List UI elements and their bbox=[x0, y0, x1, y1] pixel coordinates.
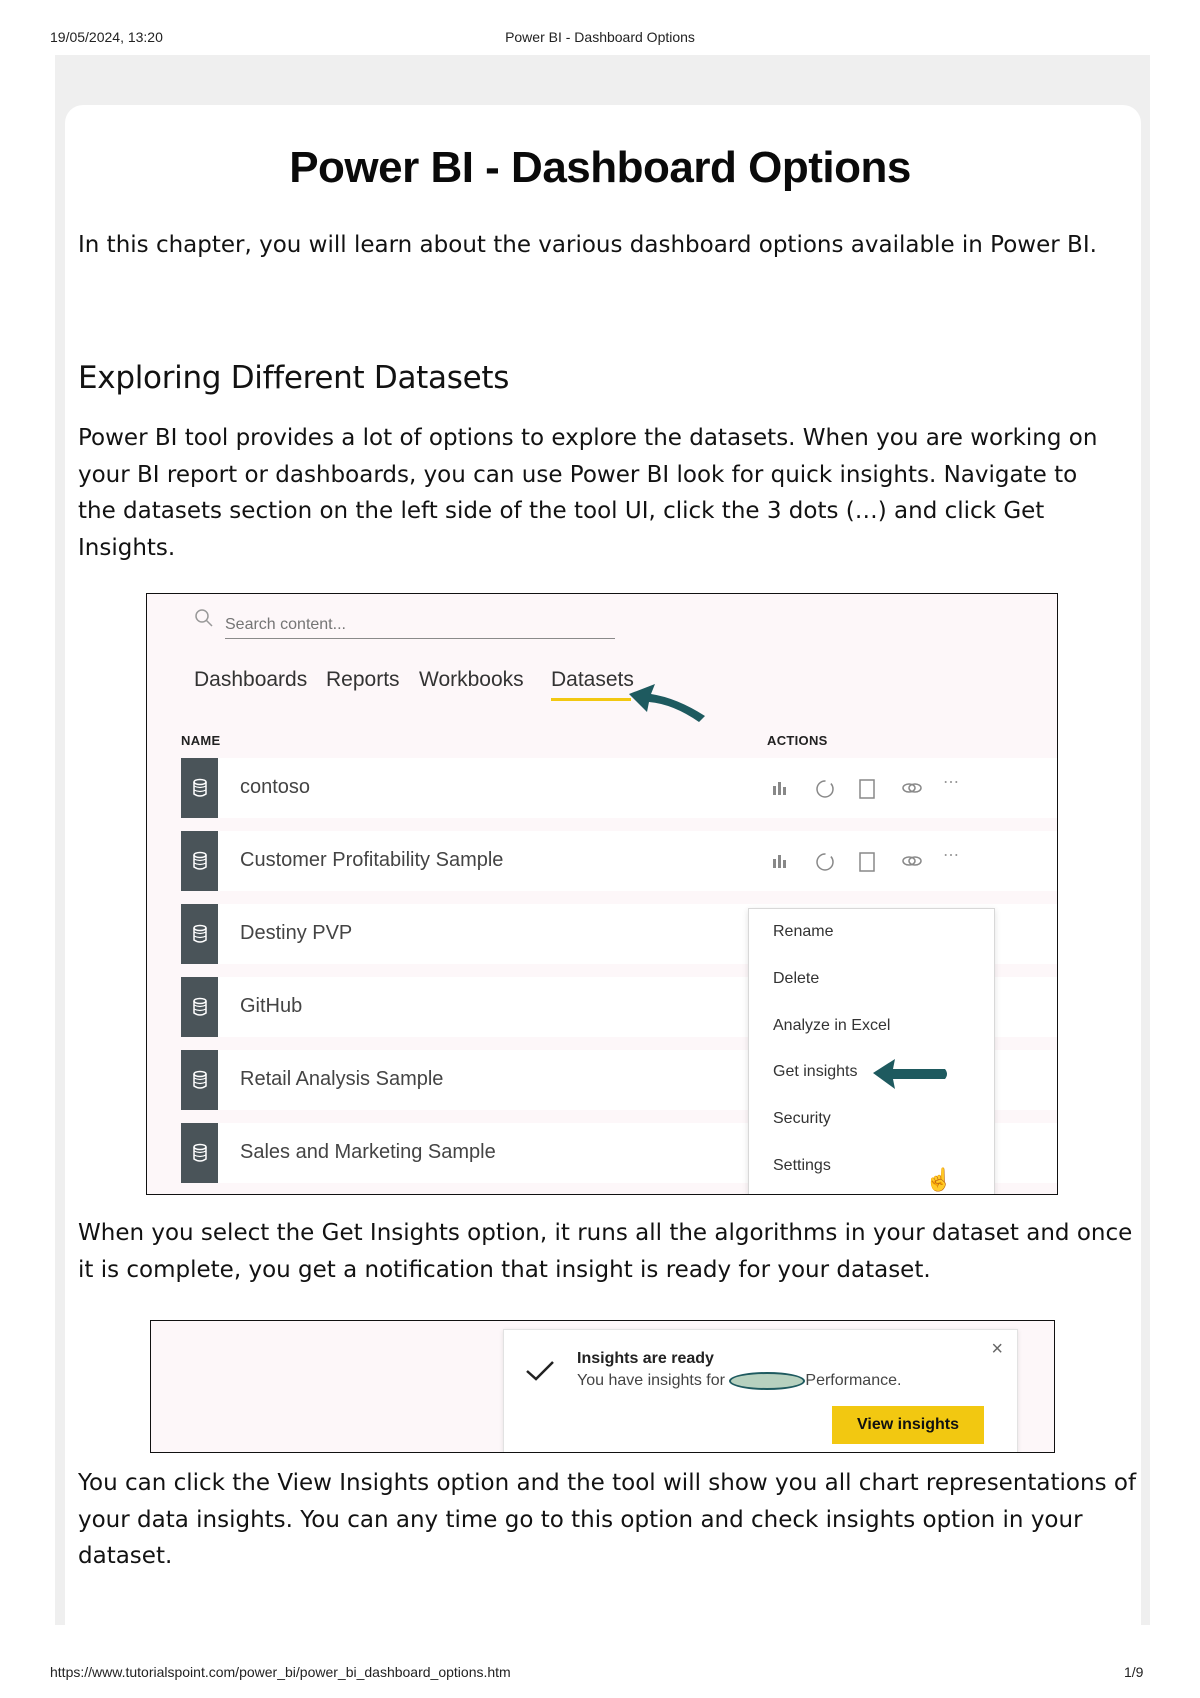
link-icon[interactable] bbox=[901, 778, 923, 803]
intro-paragraph: In this chapter, you will learn about the various dashboard options available in Power BI. bbox=[78, 232, 1097, 258]
link-icon[interactable] bbox=[901, 851, 923, 876]
database-icon bbox=[181, 904, 218, 964]
paragraph-view-insights: You can click the View Insights option and the tool will show you all chart representations of your data insights. You can any time go to this option and check insights option in your dataset. bbox=[78, 1470, 1137, 1569]
paragraph-explore: Power BI tool provides a lot of options to explore the datasets. When you are working on your BI report or dashboards, you can use Power BI look for quick insights. Navigate to the datasets section on the left side of the tool UI, click the 3 dots (…) and click Get Insights. bbox=[78, 425, 1098, 561]
database-icon bbox=[181, 758, 218, 818]
dataset-name: Sales and Marketing Sample bbox=[240, 1141, 496, 1163]
active-tab-indicator bbox=[551, 698, 631, 701]
database-icon bbox=[181, 831, 218, 891]
menu-item-settings[interactable]: Settings bbox=[773, 1157, 831, 1174]
insights-notification bbox=[503, 1329, 1018, 1453]
toast-body-start: You have insights for bbox=[577, 1372, 725, 1390]
dataset-row[interactable] bbox=[181, 831, 1057, 891]
print-datetime: 19/05/2024, 13:20 bbox=[50, 29, 163, 45]
database-icon bbox=[181, 1050, 218, 1110]
search-input[interactable] bbox=[225, 612, 615, 639]
tab-dashboards[interactable]: Dashboards bbox=[194, 668, 308, 691]
page-title: Power BI - Dashboard Options bbox=[289, 143, 911, 192]
menu-item-delete[interactable]: Delete bbox=[773, 970, 820, 987]
datasets-screenshot bbox=[146, 593, 1058, 1195]
dataset-name: Retail Analysis Sample bbox=[240, 1068, 444, 1090]
section-heading: Exploring Different Datasets bbox=[78, 360, 510, 396]
database-icon bbox=[181, 1123, 218, 1183]
dataset-name: Destiny PVP bbox=[240, 922, 353, 944]
chart-icon[interactable] bbox=[771, 851, 791, 874]
column-header-actions: ACTIONS bbox=[767, 733, 828, 748]
dataset-row[interactable] bbox=[181, 758, 1057, 818]
redacted-mark bbox=[729, 1372, 805, 1390]
menu-item-rename[interactable]: Rename bbox=[773, 923, 834, 940]
more-icon[interactable]: ⋯ bbox=[943, 847, 959, 864]
refresh-icon[interactable] bbox=[814, 851, 836, 878]
menu-item-analyze-in-excel[interactable]: Analyze in Excel bbox=[773, 1017, 891, 1034]
search-icon bbox=[194, 608, 216, 635]
pointer-arrow-icon bbox=[871, 1055, 951, 1095]
checkmark-icon bbox=[524, 1358, 556, 1384]
toast-body bbox=[577, 1372, 901, 1390]
menu-item-get-insights[interactable]: Get insights bbox=[773, 1063, 858, 1080]
database-icon bbox=[181, 977, 218, 1037]
insights-toast-screenshot bbox=[150, 1320, 1055, 1453]
print-url: https://www.tutorialspoint.com/power_bi/power_bi_dashboard_options.htm bbox=[50, 1664, 511, 1680]
refresh-icon[interactable] bbox=[814, 778, 836, 805]
dataset-name: contoso bbox=[240, 776, 311, 798]
more-icon[interactable]: ⋯ bbox=[943, 774, 959, 791]
dataset-name: GitHub bbox=[240, 995, 303, 1017]
menu-item-security[interactable]: Security bbox=[773, 1110, 831, 1127]
tab-reports[interactable]: Reports bbox=[326, 668, 400, 691]
report-icon[interactable] bbox=[858, 851, 878, 878]
column-header-name: NAME bbox=[181, 733, 221, 748]
pointer-arrow-icon bbox=[625, 682, 715, 727]
view-insights-button[interactable]: View insights bbox=[832, 1406, 984, 1444]
hand-cursor-icon: ☝ bbox=[925, 1167, 953, 1192]
chart-icon[interactable] bbox=[771, 778, 791, 801]
report-icon[interactable] bbox=[858, 778, 878, 805]
print-page-number: 1/9 bbox=[1124, 1664, 1144, 1680]
context-menu bbox=[748, 908, 995, 1195]
paragraph-get-insights: When you select the Get Insights option, it runs all the algorithms in your dataset and once it is complete, you get a notification that insight is ready for your dataset. bbox=[78, 1220, 1133, 1283]
tab-datasets[interactable]: Datasets bbox=[551, 668, 634, 691]
toast-title: Insights are ready bbox=[577, 1350, 714, 1367]
print-title: Power BI - Dashboard Options bbox=[505, 29, 695, 45]
tab-workbooks[interactable]: Workbooks bbox=[419, 668, 524, 691]
toast-body-end: Performance. bbox=[805, 1372, 902, 1390]
dataset-name: Customer Profitability Sample bbox=[240, 849, 504, 871]
close-icon[interactable]: × bbox=[991, 1338, 1003, 1360]
